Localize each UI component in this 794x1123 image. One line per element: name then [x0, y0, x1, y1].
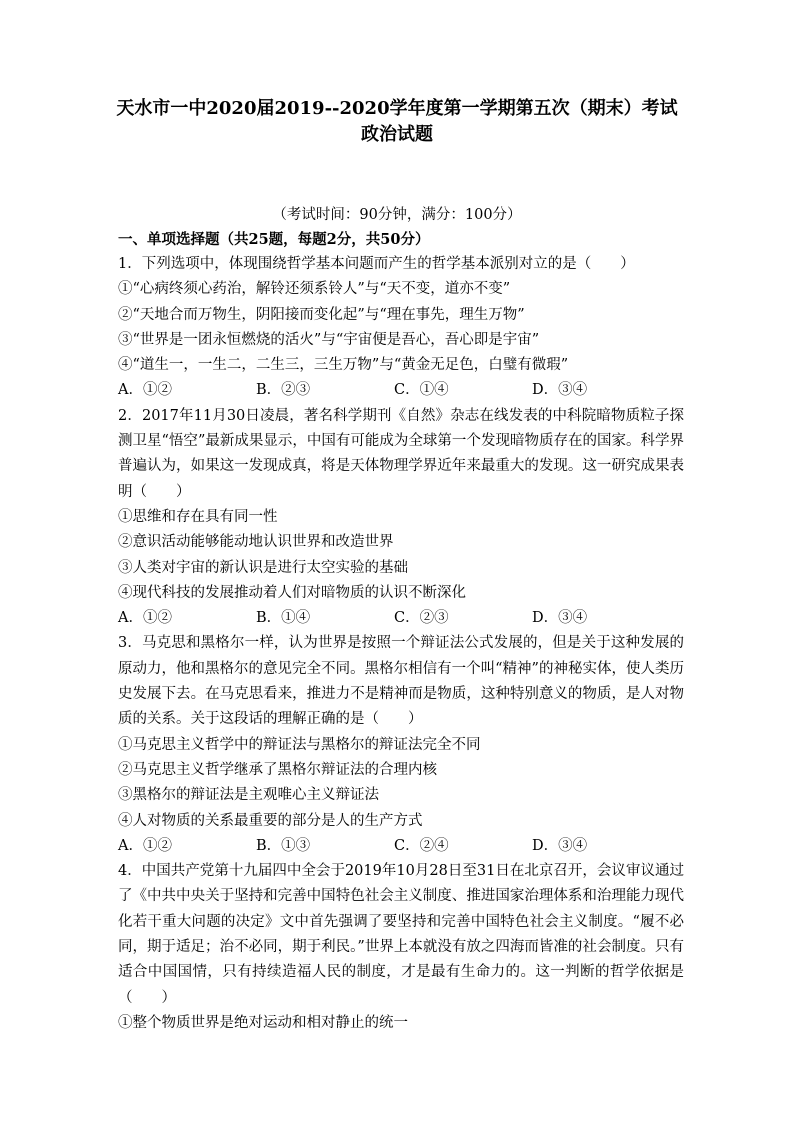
- question-stem: 4．中国共产党第十九届四中全会于2019年10月28日至31日在北京召开，会议审议通过了《中共中央关于坚持和完善中国特色社会主义制度、推进国家治理体系和治理能力现代化若干重大问题的决定》文中首先强调了要坚持和完善中国特色社会主义制度。“履不必同，期于适足；治不必同，期于利民。”世界上本就没有放之四海而皆准的社会制度。只有适合中国国情，只有持续造福人民的制度，才是最有生命力的。这一判断的哲学依据是（ ）: [118, 863, 684, 1006]
- statement-option: ①“心病终须心药治，解铃还须系铃人”与“天不变，道亦不变”: [118, 281, 511, 298]
- question-3: [118, 631, 684, 859]
- statement-option: ④“道生一，一生二，二生三，三生万物”与“黄金无足色，白璧有微瑕”: [118, 357, 569, 374]
- choice-d: D．③④: [532, 610, 588, 627]
- statement-option: ③黑格尔的辩证法是主观唯心主义辩证法: [118, 787, 379, 804]
- choice-b: B．②③: [256, 382, 311, 399]
- statement-option: ③人类对宇宙的新认识是进行太空实验的基础: [118, 559, 408, 576]
- answer-choices: [118, 834, 684, 859]
- statement-option: ②意识活动能够能动地认识世界和改造世界: [118, 534, 394, 551]
- choice-a: A．①②: [118, 837, 172, 854]
- statement-option: ①思维和存在具有同一性: [118, 508, 278, 525]
- question-stem: 3．马克思和黑格尔一样，认为世界是按照一个辩证法公式发展的，但是关于这种发展的原动力，他和黑格尔的意见完全不同。黑格尔相信有一个叫“精神”的神秘实体，使人类历史发展下去。在马克思看来，推进力不是精神而是物质，这种特别意义的物质，是人对物质的关系。关于这段话的理解正确的是（ ）: [118, 635, 684, 728]
- question-4: [118, 859, 684, 1036]
- statement-option: ④人对物质的关系最重要的部分是人的生产方式: [118, 812, 423, 829]
- statement-option: ①马克思主义哲学中的辩证法与黑格尔的辩证法完全不同: [118, 736, 481, 753]
- choice-a: A．①②: [118, 610, 172, 627]
- question-1: [118, 252, 684, 404]
- choice-a: A．①②: [118, 382, 172, 399]
- statement-option: ②马克思主义哲学继承了黑格尔辩证法的合理内核: [118, 761, 437, 778]
- statement-option: ③“世界是一团永恒燃烧的活火”与“宇宙便是吾心，吾心即是宇宙”: [118, 331, 540, 348]
- exam-title: 天水市一中2020届2019--2020学年度第一学期第五次（期末）考试: [116, 98, 678, 119]
- choice-b: B．①④: [256, 610, 311, 627]
- exam-info: （考试时间：90分钟，满分：100分）: [272, 207, 522, 223]
- statement-option: ②“天地合而万物生，阴阳接而变化起”与“理在事先，理生万物”: [118, 306, 525, 323]
- exam-subject: 政治试题: [361, 124, 433, 145]
- question-stem: 1．下列选项中，体现围绕哲学基本问题而产生的哲学基本派别对立的是（ ）: [118, 256, 635, 272]
- choice-d: D．③④: [532, 382, 588, 399]
- choice-c: C．②④: [394, 837, 449, 854]
- statement-option: ①整个物质世界是绝对运动和相对静止的统一: [118, 1014, 408, 1031]
- choice-c: C．②③: [394, 610, 449, 627]
- section-heading: 一、单项选择题（共25题，每题2分，共50分）: [118, 231, 430, 248]
- question-stem: 2．2017年11月30日凌晨，著名科学期刊《自然》杂志在线发表的中科院暗物质粒子探测卫星“悟空”最新成果显示，中国有可能成为全球第一个发现暗物质存在的国家。科学界普遍认为，如果这一发现成真，将是天体物理学界近年来最重大的发现。这一研究成果表明（ ）: [118, 407, 684, 500]
- choice-d: D．③④: [532, 837, 588, 854]
- question-list: [118, 252, 684, 1036]
- choice-c: C．①④: [394, 382, 449, 399]
- answer-choices: [118, 606, 684, 631]
- choice-b: B．①③: [256, 837, 311, 854]
- answer-choices: [118, 378, 684, 403]
- question-2: [118, 404, 684, 632]
- statement-option: ④现代科技的发展推动着人们对暗物质的认识不断深化: [118, 584, 466, 601]
